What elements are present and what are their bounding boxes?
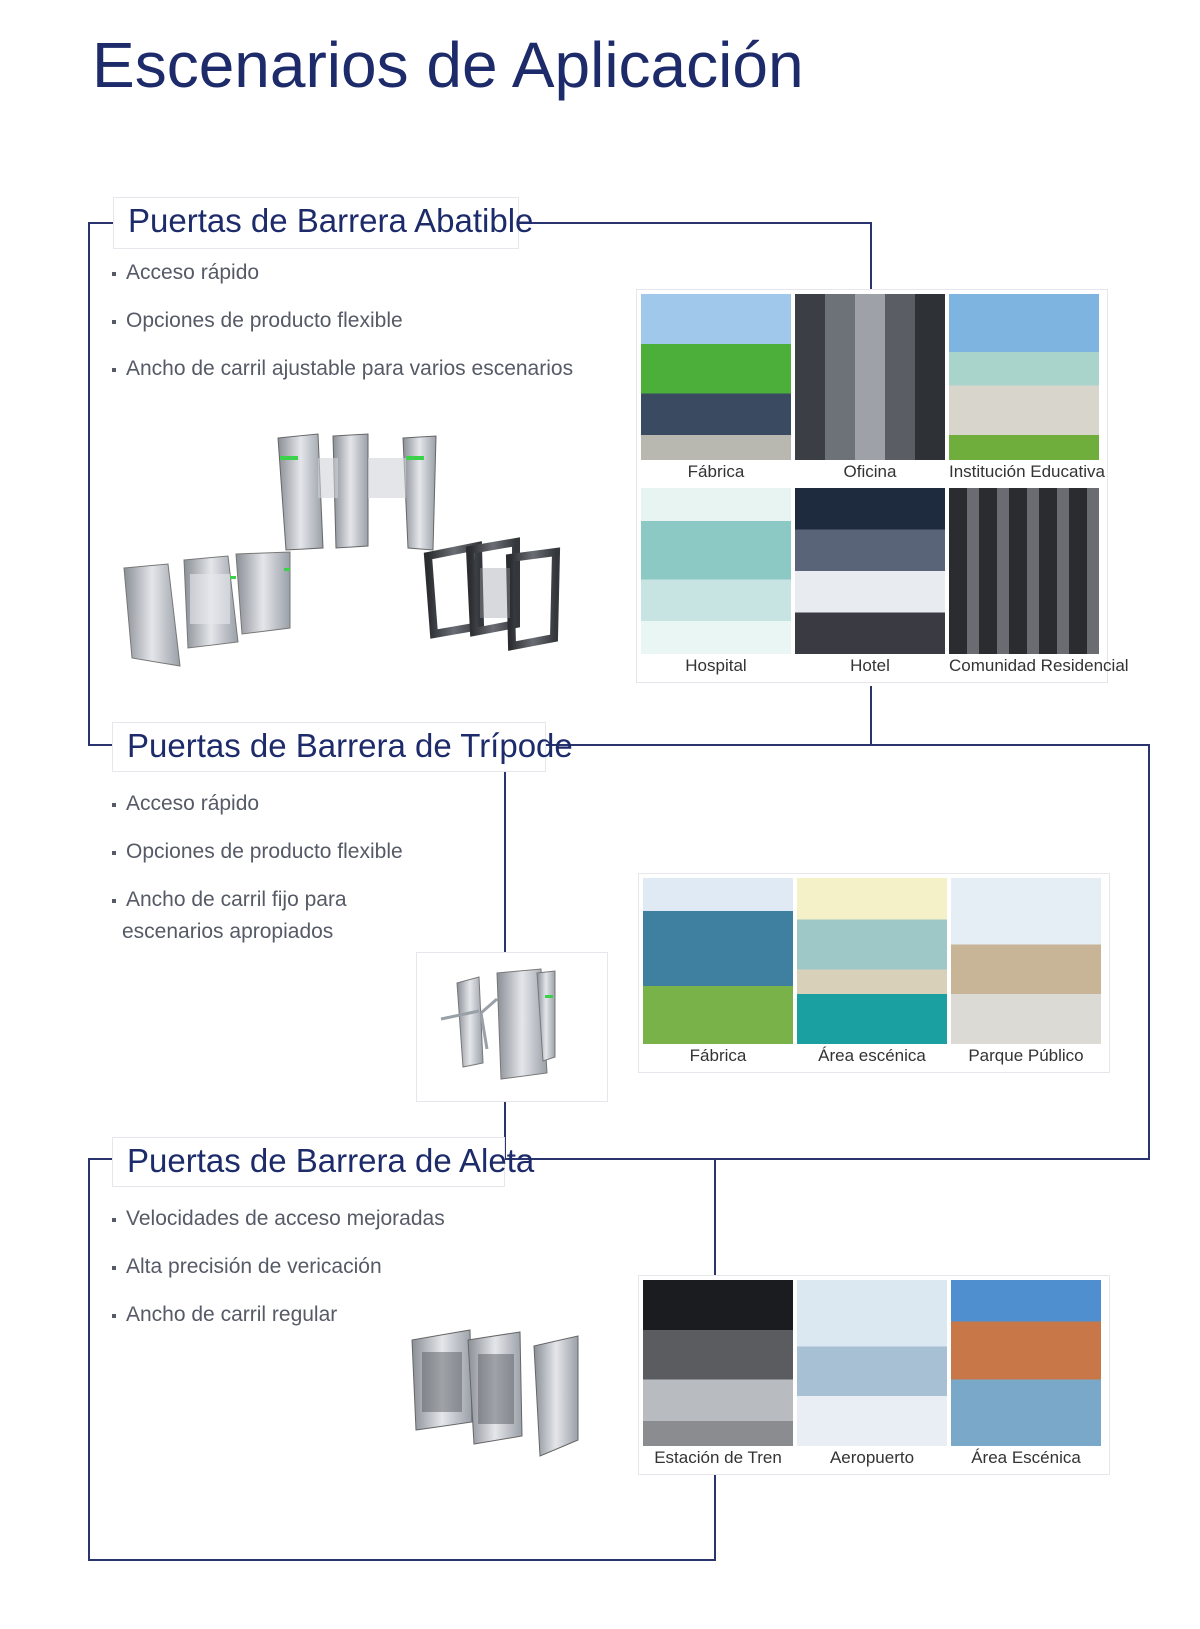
scenario-tile	[641, 294, 791, 484]
connector-line	[88, 1158, 114, 1160]
scenario-label: Área Escénica	[951, 1446, 1101, 1470]
swing-barrier-gates-illustration	[118, 428, 568, 678]
scenario-label: Fábrica	[643, 1044, 793, 1068]
feature-item: Ancho de carril regular	[112, 1302, 445, 1328]
office-photo	[795, 294, 945, 460]
scenario-tile	[643, 1280, 793, 1470]
public-park-photo	[951, 878, 1101, 1044]
scenario-label: Hospital	[641, 654, 791, 678]
connector-line	[88, 222, 90, 746]
feature-list	[112, 1206, 445, 1350]
section-heading-flap-barrier: Puertas de Barrera de Aleta	[112, 1137, 505, 1187]
scenario-label: Parque Público	[951, 1044, 1101, 1068]
scenario-tile	[949, 294, 1105, 484]
connector-line	[870, 686, 872, 745]
scenario-label: Oficina	[795, 460, 945, 484]
feature-item: Opciones de producto flexible	[112, 308, 573, 334]
school-photo	[949, 294, 1099, 460]
scenario-tile	[951, 878, 1101, 1068]
feature-item: Acceso rápido	[112, 260, 573, 286]
scenario-grid-tripod-barrier	[638, 873, 1110, 1073]
scenario-tile	[643, 878, 793, 1068]
scenario-tile	[641, 488, 791, 678]
connector-line	[505, 1158, 1150, 1160]
connector-line	[714, 1472, 716, 1560]
feature-list	[112, 260, 573, 404]
tripod-turnstile-illustration	[417, 953, 607, 1101]
scenario-tile	[951, 1280, 1101, 1470]
feature-item: Ancho de carril fijo para	[112, 887, 403, 913]
scenario-label: Fábrica	[641, 460, 791, 484]
connector-line	[504, 772, 506, 952]
scenario-tile	[795, 488, 945, 678]
scenario-label: Hotel	[795, 654, 945, 678]
scenario-tile	[797, 1280, 947, 1470]
feature-item: Opciones de producto flexible	[112, 839, 403, 865]
section-heading-tripod-barrier: Puertas de Barrera de Trípode	[112, 722, 546, 772]
residential-photo	[949, 488, 1099, 654]
flap-barrier-gates-illustration	[408, 1326, 588, 1461]
connector-line	[546, 744, 1150, 746]
scenario-grid-swing-barrier	[636, 289, 1129, 683]
section-heading-swing-barrier: Puertas de Barrera Abatible	[113, 197, 519, 249]
connector-line	[1148, 744, 1150, 1159]
connector-line	[88, 744, 114, 746]
feature-item: Acceso rápido	[112, 791, 403, 817]
connector-line	[714, 1158, 716, 1276]
connector-line	[88, 1158, 90, 1561]
hospital-photo	[641, 488, 791, 654]
connector-line	[88, 222, 114, 224]
airport-photo	[797, 1280, 947, 1446]
factory-photo	[643, 878, 793, 1044]
feature-list	[112, 791, 403, 967]
scenario-label: Estación de Tren	[643, 1446, 793, 1470]
train-station-photo	[643, 1280, 793, 1446]
scenario-tile	[795, 294, 945, 484]
feature-item: Velocidades de acceso mejoradas	[112, 1206, 445, 1232]
scenario-tile	[949, 488, 1129, 678]
feature-item: Alta precisión de vericación	[112, 1254, 445, 1280]
scenic-area-photo	[797, 878, 947, 1044]
hotel-photo	[795, 488, 945, 654]
scenario-tile	[797, 878, 947, 1068]
connector-line	[88, 1559, 716, 1561]
scenario-label: Área escénica	[797, 1044, 947, 1068]
factory-photo	[641, 294, 791, 460]
scenario-label: Aeropuerto	[797, 1446, 947, 1470]
feature-item: Ancho de carril ajustable para varios escenarios	[112, 356, 573, 382]
scenario-label: Comunidad Residencial	[949, 654, 1099, 678]
tripod-product-frame	[416, 952, 608, 1102]
scenario-label: Institución Educativa	[949, 460, 1099, 484]
scenic-area-photo	[951, 1280, 1101, 1446]
page-title: Escenarios de Aplicación	[92, 29, 804, 101]
feature-item-continued: escenarios apropiados	[122, 920, 334, 943]
scenario-grid-flap-barrier	[638, 1275, 1110, 1475]
connector-line	[518, 222, 872, 224]
connector-line	[870, 222, 872, 290]
